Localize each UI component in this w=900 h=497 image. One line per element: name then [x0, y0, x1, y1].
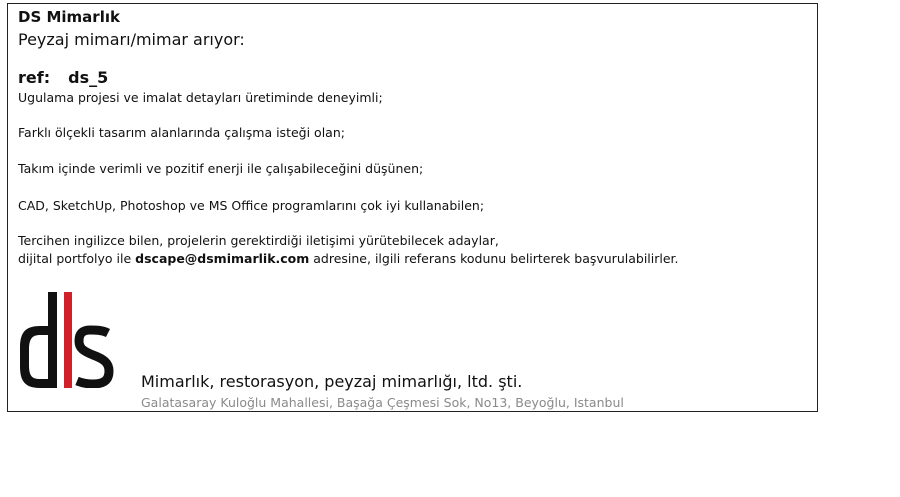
application-instructions [18, 251, 679, 266]
logo-letter-d [20, 292, 57, 388]
requirement-scale: Farklı ölçekli tasarım alanlarında çalışma isteği olan; [18, 125, 345, 140]
requirement-software: CAD, SketchUp, Photoshop ve MS Office programlarını çok iyi kullanabilen; [18, 198, 485, 213]
job-posting-card [7, 3, 818, 412]
logo-letter-s [77, 330, 109, 384]
company-name: DS Mimarlık [18, 8, 120, 26]
ref-label: ref: [18, 68, 51, 87]
contact-email: dscape@dsmimarlik.com [135, 251, 310, 266]
requirement-experience: Ugulama projesi ve imalat detayları üretiminde deneyimli; [18, 90, 383, 105]
ds-logo-icon [18, 292, 114, 388]
requirement-english: Tercihen ingilizce bilen, projelerin gerektirdiği iletişimi yürütebilecek adaylar, [18, 233, 499, 248]
company-address: Galatasaray Kuloğlu Mahallesi, Başağa Çeşmesi Sok, No13, Beyoğlu, Istanbul [141, 395, 624, 410]
ref-code: ds_5 [68, 68, 109, 87]
company-tagline: Mimarlık, restorasyon, peyzaj mimarlığı, ltd. şti. [141, 372, 523, 391]
job-headline: Peyzaj mimarı/mimar arıyor: [18, 30, 245, 49]
application-prefix: dijital portfolyo ile [18, 251, 136, 266]
logo-divider [64, 292, 72, 388]
application-suffix: adresine, ilgili referans kodunu belirterek başvurulabilirler. [309, 251, 679, 266]
reference-code [18, 68, 108, 87]
requirement-teamwork: Takım içinde verimli ve pozitif enerji ile çalışabileceğini düşünen; [18, 161, 424, 176]
